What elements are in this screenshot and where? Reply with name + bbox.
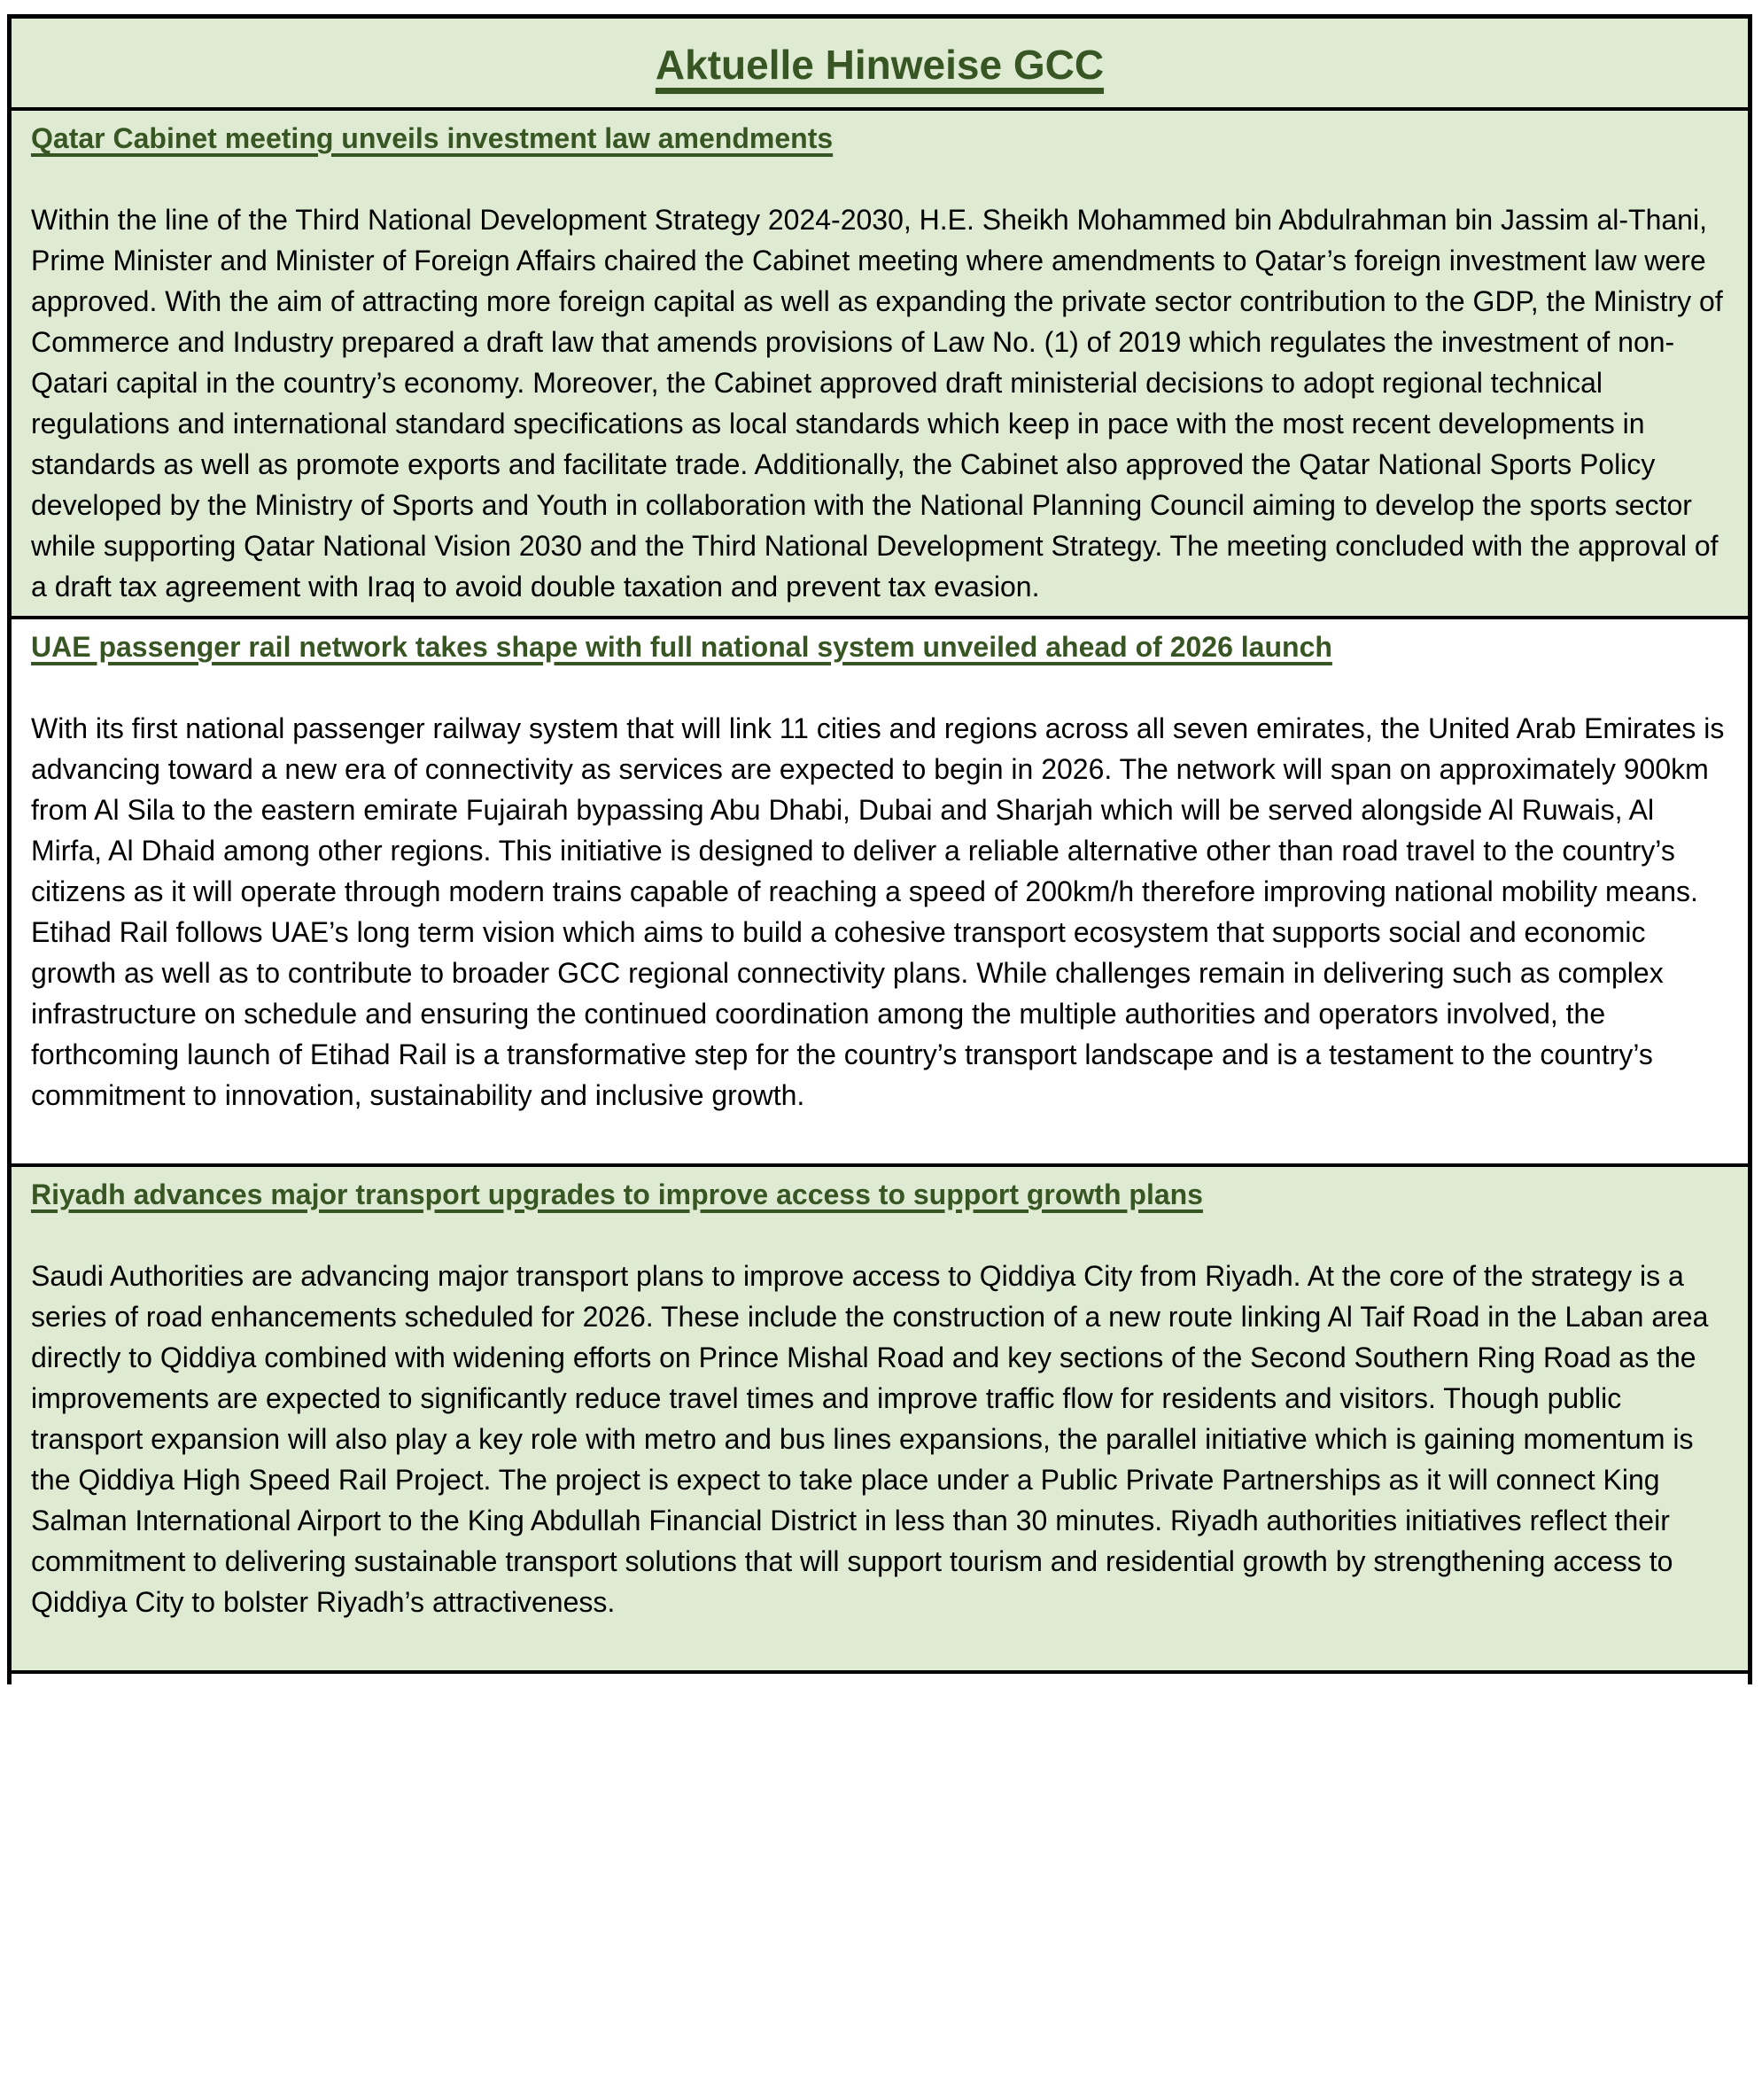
section-qatar bbox=[12, 111, 1748, 619]
blank-line bbox=[31, 159, 1727, 199]
next-section-row bbox=[12, 1674, 1748, 1684]
section-body-qatar: Within the line of the Third National Development Strategy 2024-2030, H.E. Sheikh Mohammed bin Abdulrahman bin Jassim al-Thani, Prime Minister and Minister of Foreign Affairs chaired the Cabinet meeting where amendments to Qatar’s foreign investment law were approved. With the aim of attracting more foreign capital as well as expanding the private sector contribution to the GDP, the Ministry of Commerce and Industry prepared a draft law that amends provisions of Law No. (1) of 2019 which regulates the investment of non-Qatari capital in the country’s economy. Moreover, the Cabinet approved draft ministerial decisions to adopt regional technical regulations and international standard specifications as local standards which keep in pace with the most recent developments in standards as well as promote exports and facilitate trade. Additionally, the Cabinet also approved the Qatar National Sports Policy developed by the Ministry of Sports and Youth in collaboration with the National Planning Council aiming to develop the sports sector while supporting Qatar National Vision 2030 and the Third National Development Strategy. The meeting concluded with the approval of a draft tax agreement with Iraq to avoid double taxation and prevent tax evasion. bbox=[31, 204, 1723, 603]
section-riyadh bbox=[12, 1167, 1748, 1674]
blank-line bbox=[31, 667, 1727, 708]
title-row bbox=[12, 19, 1748, 111]
page-title: Aktuelle Hinweise GCC bbox=[655, 42, 1105, 88]
section-uae bbox=[12, 619, 1748, 1167]
section-body-uae: With its first national passenger railway system that will link 11 cities and regions across all seven emirates, the United Arab Emirates is advancing toward a new era of connectivity as services are expected to begin in 2026. The network will span on approximately 900km from Al Sila to the eastern emirate Fujairah bypassing Abu Dhabi, Dubai and Sharjah which will be served alongside Al Ruwais, Al Mirfa, Al Dhaid among other regions. This initiative is designed to deliver a reliable alternative other than road travel to the country’s citizens as it will operate through modern trains capable of reaching a speed of 200km/h therefore improving national mobility means. Etihad Rail follows UAE’s long term vision which aims to build a cohesive transport ecosystem that supports social and economic growth as well as to contribute to broader GCC regional connectivity plans. While challenges remain in delivering such as complex infrastructure on schedule and ensuring the continued coordination among the multiple authorities and operators involved, the forthcoming launch of Etihad Rail is a transformative step for the country’s transport landscape and is a testament to the country’s commitment to innovation, sustainability and inclusive growth. bbox=[31, 712, 1725, 1111]
blank-line bbox=[31, 1215, 1727, 1256]
section-body-riyadh: Saudi Authorities are advancing major transport plans to improve access to Qiddiya City from Riyadh. At the core of the strategy is a series of road enhancements scheduled for 2026. These include the construction of a new route linking Al Taif Road in the Laban area directly to Qiddiya combined with widening efforts on Prince Mishal Road and key sections of the Second Southern Ring Road as the improvements are expected to significantly reduce travel times and improve traffic flow for residents and visitors. Though public transport expansion will also play a key role with metro and bus lines expansions, the parallel initiative which is gaining momentum is the Qiddiya High Speed Rail Project. The project is expect to take place under a Public Private Partnerships as it will connect King Salman International Airport to the King Abdullah Financial District in less than 30 minutes. Riyadh authorities initiatives reflect their commitment to delivering sustainable transport solutions that will support tourism and residential growth by strengthening access to Qiddiya City to bolster Riyadh’s attractiveness. bbox=[31, 1260, 1709, 1618]
section-heading-qatar: Qatar Cabinet meeting unveils investment law amendments bbox=[31, 122, 834, 154]
section-heading-uae: UAE passenger rail network takes shape with full national system unveiled ahead of 2026 launch bbox=[31, 631, 1332, 663]
section-heading-riyadh: Riyadh advances major transport upgrades to improve access to support growth plans bbox=[31, 1178, 1203, 1210]
newsletter-table bbox=[7, 14, 1752, 1684]
newsletter-page bbox=[0, 14, 1762, 1684]
